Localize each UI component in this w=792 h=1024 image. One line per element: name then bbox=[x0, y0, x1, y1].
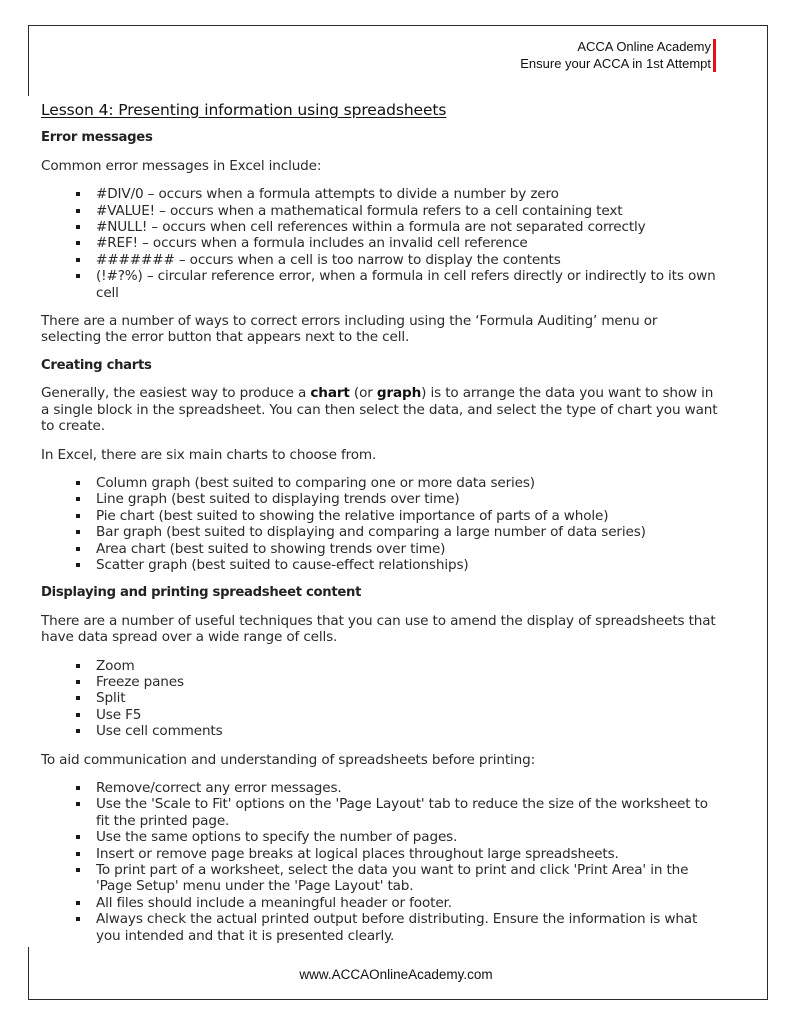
page-header bbox=[520, 38, 711, 72]
bold-term-graph: graph bbox=[376, 385, 422, 402]
lesson-title: Lesson 4: Presenting information using spreadsheets bbox=[41, 101, 447, 119]
list-item: Use the same options to specify the number of pages. bbox=[41, 829, 721, 845]
header-accent-bar bbox=[713, 39, 716, 72]
list-item: Split bbox=[41, 690, 721, 706]
list-item: To print part of a worksheet, select the data you want to print and click 'Print Area' in the 'Page Setup' menu under the 'Page Layout' tab. bbox=[41, 862, 721, 895]
bold-term-chart: chart bbox=[310, 385, 350, 402]
document-body bbox=[41, 102, 721, 956]
section-displaying-printing bbox=[41, 585, 721, 944]
display-techniques-list bbox=[41, 658, 721, 740]
list-item: Line graph (best suited to displaying trends over time) bbox=[41, 491, 721, 507]
list-item: All files should include a meaningful header or footer. bbox=[41, 895, 721, 911]
list-item: Insert or remove page breaks at logical places throughout large spreadsheets. bbox=[41, 846, 721, 862]
paragraph: There are a number of ways to correct errors including using the ‘Formula Auditing’ menu or selecting the error button that appears next to the cell. bbox=[41, 313, 658, 346]
list-item: #NULL! – occurs when cell references within a formula are not separated correctly bbox=[41, 219, 721, 235]
page-border-left-top bbox=[28, 25, 29, 96]
page-border-top bbox=[28, 25, 768, 26]
section-heading: Displaying and printing spreadsheet content bbox=[41, 585, 362, 601]
page-footer-url: www.ACCAOnlineAcademy.com bbox=[299, 967, 493, 982]
list-item: Remove/correct any error messages. bbox=[41, 780, 721, 796]
list-item: #REF! – occurs when a formula includes an invalid cell reference bbox=[41, 235, 721, 251]
paragraph: There are a number of useful techniques that you can use to amend the display of spreadsheets that have data spread over a wide range of cells. bbox=[41, 612, 716, 646]
list-item: Pie chart (best suited to showing the relative importance of parts of a whole) bbox=[41, 508, 721, 524]
list-item: Always check the actual printed output before distributing. Ensure the information is what you intended and that it is presented clearly. bbox=[41, 911, 721, 944]
list-item: ####### – occurs when a cell is too narrow to display the contents bbox=[41, 252, 721, 268]
paragraph: To aid communication and understanding of spreadsheets before printing: bbox=[41, 751, 536, 768]
list-item: Zoom bbox=[41, 658, 721, 674]
error-list bbox=[41, 186, 721, 301]
printing-tips-list bbox=[41, 780, 721, 944]
text: ) is to arrange the data you want to show in a single block in the spreadsheet. You can then select the data, and select the type of chart you want to create. bbox=[41, 385, 718, 435]
list-item: #VALUE! – occurs when a mathematical formula refers to a cell containing text bbox=[41, 203, 721, 219]
section-creating-charts bbox=[41, 358, 721, 573]
list-item: Area chart (best suited to showing trends over time) bbox=[41, 541, 721, 557]
section-heading: Creating charts bbox=[41, 357, 152, 373]
page-border-right bbox=[767, 25, 768, 1000]
list-item: Freeze panes bbox=[41, 674, 721, 690]
header-tagline: Ensure your ACCA in 1st Attempt bbox=[520, 56, 711, 71]
text: Generally, the easiest way to produce a bbox=[41, 385, 311, 402]
list-item: Use the 'Scale to Fit' options on the 'Page Layout' tab to reduce the size of the worksheet to fit the printed page. bbox=[41, 796, 721, 829]
section-error-messages bbox=[41, 130, 721, 345]
paragraph: In Excel, there are six main charts to choose from. bbox=[41, 446, 377, 463]
paragraph bbox=[41, 385, 721, 434]
header-brand: ACCA Online Academy bbox=[577, 39, 711, 54]
text: (or bbox=[349, 385, 377, 402]
page-border-bottom bbox=[28, 999, 768, 1000]
chart-types-list bbox=[41, 475, 721, 573]
list-item: Scatter graph (best suited to cause-effect relationships) bbox=[41, 557, 721, 573]
list-item: Column graph (best suited to comparing one or more data series) bbox=[41, 475, 721, 491]
list-item: Bar graph (best suited to displaying and comparing a large number of data series) bbox=[41, 524, 721, 540]
paragraph: Common error messages in Excel include: bbox=[41, 157, 322, 174]
list-item: Use F5 bbox=[41, 707, 721, 723]
list-item: #DIV/0 – occurs when a formula attempts to divide a number by zero bbox=[41, 186, 721, 202]
list-item: (!#?%) – circular reference error, when a formula in cell refers directly or indirectly to its own cell bbox=[41, 268, 721, 301]
list-item: Use cell comments bbox=[41, 723, 721, 739]
section-heading: Error messages bbox=[41, 130, 153, 146]
